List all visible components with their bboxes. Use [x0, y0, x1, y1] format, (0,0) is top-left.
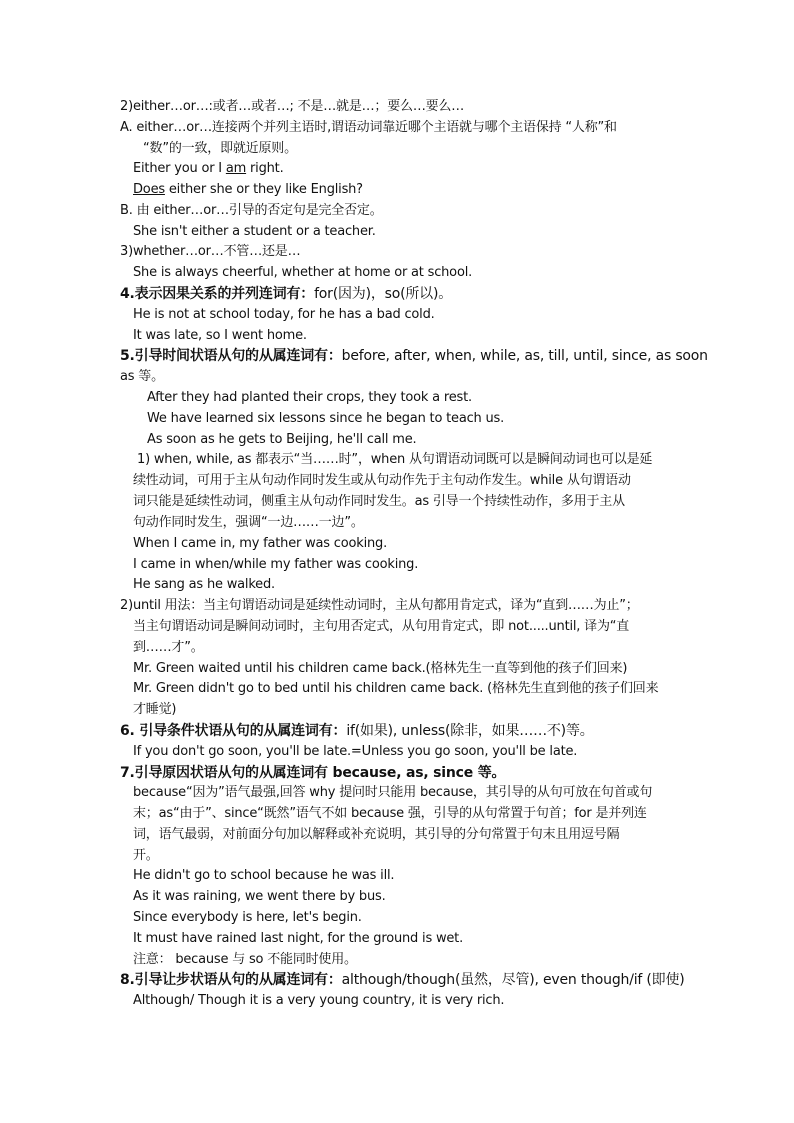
text-line: She is always cheerful, whether at home or at school.	[133, 265, 473, 280]
text-line: Since everybody is here, let's begin.	[133, 910, 362, 925]
text-line: He sang as he walked.	[133, 577, 275, 592]
text-line: He is not at school today, for he has a bad cold.	[133, 307, 435, 322]
text-line: When I came in, my father was cooking.	[133, 536, 388, 551]
text-line: “数”的一致，即就近原则。	[143, 141, 297, 156]
text-line: As soon as he gets to Beijing, he'll call me.	[147, 432, 417, 447]
text-line: 末；as“由于”、since“既然”语气不如 because 强，引导的从句常置于句首；for 是并列连	[133, 806, 647, 821]
text-line: Mr. Green didn't go to bed until his children came back. (格林先生直到他的孩子们回来	[133, 681, 659, 696]
text-line: 续性动词，可用于主从句动作同时发生或从句动作先于主句动作发生。while 从句谓语动	[133, 473, 631, 488]
section-heading: 5.引导时间状语从句的从属连词有：before, after, when, while, as, till, until, since, as soon	[120, 348, 708, 364]
text-line: As it was raining, we went there by bus.	[133, 889, 386, 904]
text-line: 2)either…or…:或者…或者…; 不是…就是…；要么…要么…	[120, 99, 465, 114]
section-heading: 6. 引导条件状语从句的从属连词有：if(如果), unless(除非，如果……不)等。	[120, 723, 594, 739]
text-line: as 等。	[120, 369, 164, 384]
text-line: He didn't go to school because he was ill.	[133, 868, 395, 883]
section-heading: 4.表示因果关系的并列连词有：for(因为)，so(所以)。	[120, 286, 453, 302]
text-line: It was late, so I went home.	[133, 328, 307, 343]
text-line: 注意： because 与 so 不能同时使用。	[133, 952, 357, 967]
text-line: If you don't go soon, you'll be late.=Unless you go soon, you'll be late.	[133, 744, 578, 759]
text-line: 1) when, while, as 都表示“当……时”，when 从句谓语动词既可以是瞬间动词也可以是延	[137, 452, 653, 467]
text-line: 才睡觉)	[133, 702, 177, 717]
text-line: Although/ Though it is a very young country, it is very rich.	[133, 993, 505, 1008]
text-line: 开。	[133, 848, 159, 863]
text-line: We have learned six lessons since he began to teach us.	[147, 411, 505, 426]
text-line: because“因为”语气最强,回答 why 提问时只能用 because，其引导的从句可放在句首或句	[133, 785, 653, 800]
section-heading: 8.引导让步状语从句的从属连词有：although/though(虽然，尽管), even though/if (即使)	[120, 972, 685, 988]
text-line: It must have rained last night, for the ground is wet.	[133, 931, 464, 946]
text-line: 2)until 用法：当主句谓语动词是延续性动词时，主从句都用肯定式，译为“直到……为止”；	[120, 598, 639, 613]
text-line: I came in when/while my father was cooking.	[133, 557, 419, 572]
section-heading: 7.引导原因状语从句的从属连词有 because, as, since 等。	[120, 765, 506, 781]
text-line: 到……才”。	[133, 640, 204, 655]
text-line: 当主句谓语动词是瞬间动词时，主句用否定式，从句用肯定式，即 not.....until, 译为“直	[133, 619, 630, 634]
text-line: 词，语气最弱，对前面分句加以解释或补充说明，其引导的分句常置于句末且用逗号隔	[133, 827, 620, 842]
text-line: She isn't either a student or a teacher.	[133, 224, 376, 239]
text-line: B. 由 either…or…引导的否定句是完全否定。	[120, 203, 383, 218]
text-line: 词只能是延续性动词，侧重主从句动作同时发生。as 引导一个持续性动作，多用于主从	[133, 494, 625, 509]
text-line: 句动作同时发生，强调“一边……一边”。	[133, 515, 364, 530]
text-line: Does either she or they like English?	[133, 182, 363, 197]
text-line: Either you or I am right.	[133, 161, 284, 176]
text-line: After they had planted their crops, they took a rest.	[147, 390, 472, 405]
text-line: A. either…or…连接两个并列主语时,谓语动词靠近哪个主语就与哪个主语保持 “人称”和	[120, 120, 617, 135]
text-line: 3)whether…or…不管…还是…	[120, 244, 301, 259]
text-line: Mr. Green waited until his children came back.(格林先生一直等到他的孩子们回来)	[133, 661, 628, 676]
